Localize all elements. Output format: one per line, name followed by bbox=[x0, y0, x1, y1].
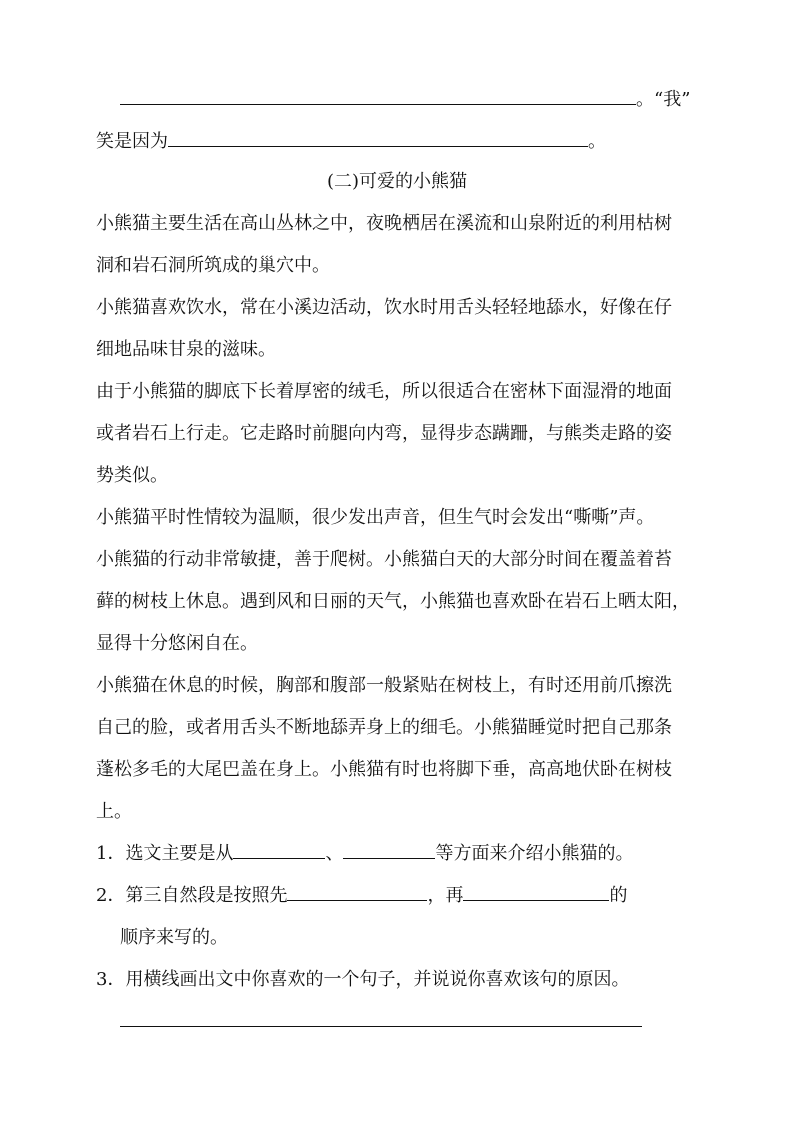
laugh-prefix: 笑是因为 bbox=[96, 131, 168, 152]
laugh-suffix: 。 bbox=[588, 131, 606, 152]
paragraph-line: 由于小熊猫的脚底下长着厚密的绒毛，所以很适合在密林下面湿滑的地面 bbox=[96, 381, 672, 402]
answer-blank[interactable] bbox=[463, 884, 609, 901]
paragraph-line: 小熊猫在休息的时候，胸部和腹部一般紧贴在树枝上，有时还用前爪擦洗 bbox=[96, 675, 672, 696]
question-1-text-a: 1．选文主要是从 bbox=[96, 843, 234, 864]
section-title: (二)可爱的小熊猫 bbox=[326, 171, 468, 192]
answer-line-row bbox=[96, 130, 606, 154]
answer-blank[interactable] bbox=[120, 1010, 642, 1027]
paragraph-line: 小熊猫主要生活在高山丛林之中，夜晚栖居在溪流和山泉附近的利用枯树 bbox=[96, 213, 672, 234]
answer-blank[interactable] bbox=[287, 884, 427, 901]
answer-blank[interactable] bbox=[233, 842, 325, 859]
question-2-separator: ，再 bbox=[427, 885, 464, 906]
question-2-text-b: 的 bbox=[609, 885, 628, 906]
paragraph-line: 小熊猫喜欢饮水，常在小溪边活动，饮水时用舌头轻轻地舔水，好像在仔 bbox=[96, 297, 672, 318]
paragraph-line: 小熊猫平时性情较为温顺，很少发出声音，但生气时会发出“嘶嘶”声。 bbox=[96, 507, 655, 528]
answer-blank[interactable] bbox=[120, 88, 636, 105]
paragraph-line: 细地品味甘泉的滋味。 bbox=[96, 339, 276, 360]
paragraph-line: 自己的脸，或者用舌头不断地舔弄身上的细毛。小熊猫睡觉时把自己那条 bbox=[96, 717, 672, 738]
answer-blank[interactable] bbox=[343, 842, 435, 859]
paragraph-line: 洞和岩石洞所筑成的巢穴中。 bbox=[96, 255, 330, 276]
question-2 bbox=[96, 884, 627, 908]
quote-tail: 。“我” bbox=[636, 89, 691, 110]
paragraph-line: 上。 bbox=[96, 801, 132, 822]
paragraph-line: 或者岩石上行走。它走路时前腿向内弯，显得步态蹒跚，与熊类走路的姿 bbox=[96, 423, 672, 444]
paragraph-line: 显得十分悠闲自在。 bbox=[96, 633, 258, 654]
question-1-separator: 、 bbox=[325, 843, 344, 864]
question-3: 3．用横线画出文中你喜欢的一个句子，并说说你喜欢该句的原因。 bbox=[96, 969, 630, 990]
paragraph-line: 小熊猫的行动非常敏捷，善于爬树。小熊猫白天的大部分时间在覆盖着苔 bbox=[96, 549, 672, 570]
answer-line-row bbox=[120, 1010, 642, 1034]
question-1 bbox=[96, 842, 633, 866]
question-2-text-a: 2．第三自然段是按照先 bbox=[96, 885, 288, 906]
paragraph-line: 势类似。 bbox=[96, 465, 168, 486]
answer-line-row bbox=[120, 88, 690, 112]
question-1-text-b: 等方面来介绍小熊猫的。 bbox=[435, 843, 634, 864]
answer-blank[interactable] bbox=[168, 130, 588, 147]
question-2-continuation: 顺序来写的。 bbox=[120, 927, 228, 948]
paragraph-line: 蓬松多毛的大尾巴盖在身上。小熊猫有时也将脚下垂，高高地伏卧在树枝 bbox=[96, 759, 672, 780]
paragraph-line: 藓的树枝上休息。遇到风和日丽的天气，小熊猫也喜欢卧在岩石上晒太阳， bbox=[96, 591, 690, 612]
